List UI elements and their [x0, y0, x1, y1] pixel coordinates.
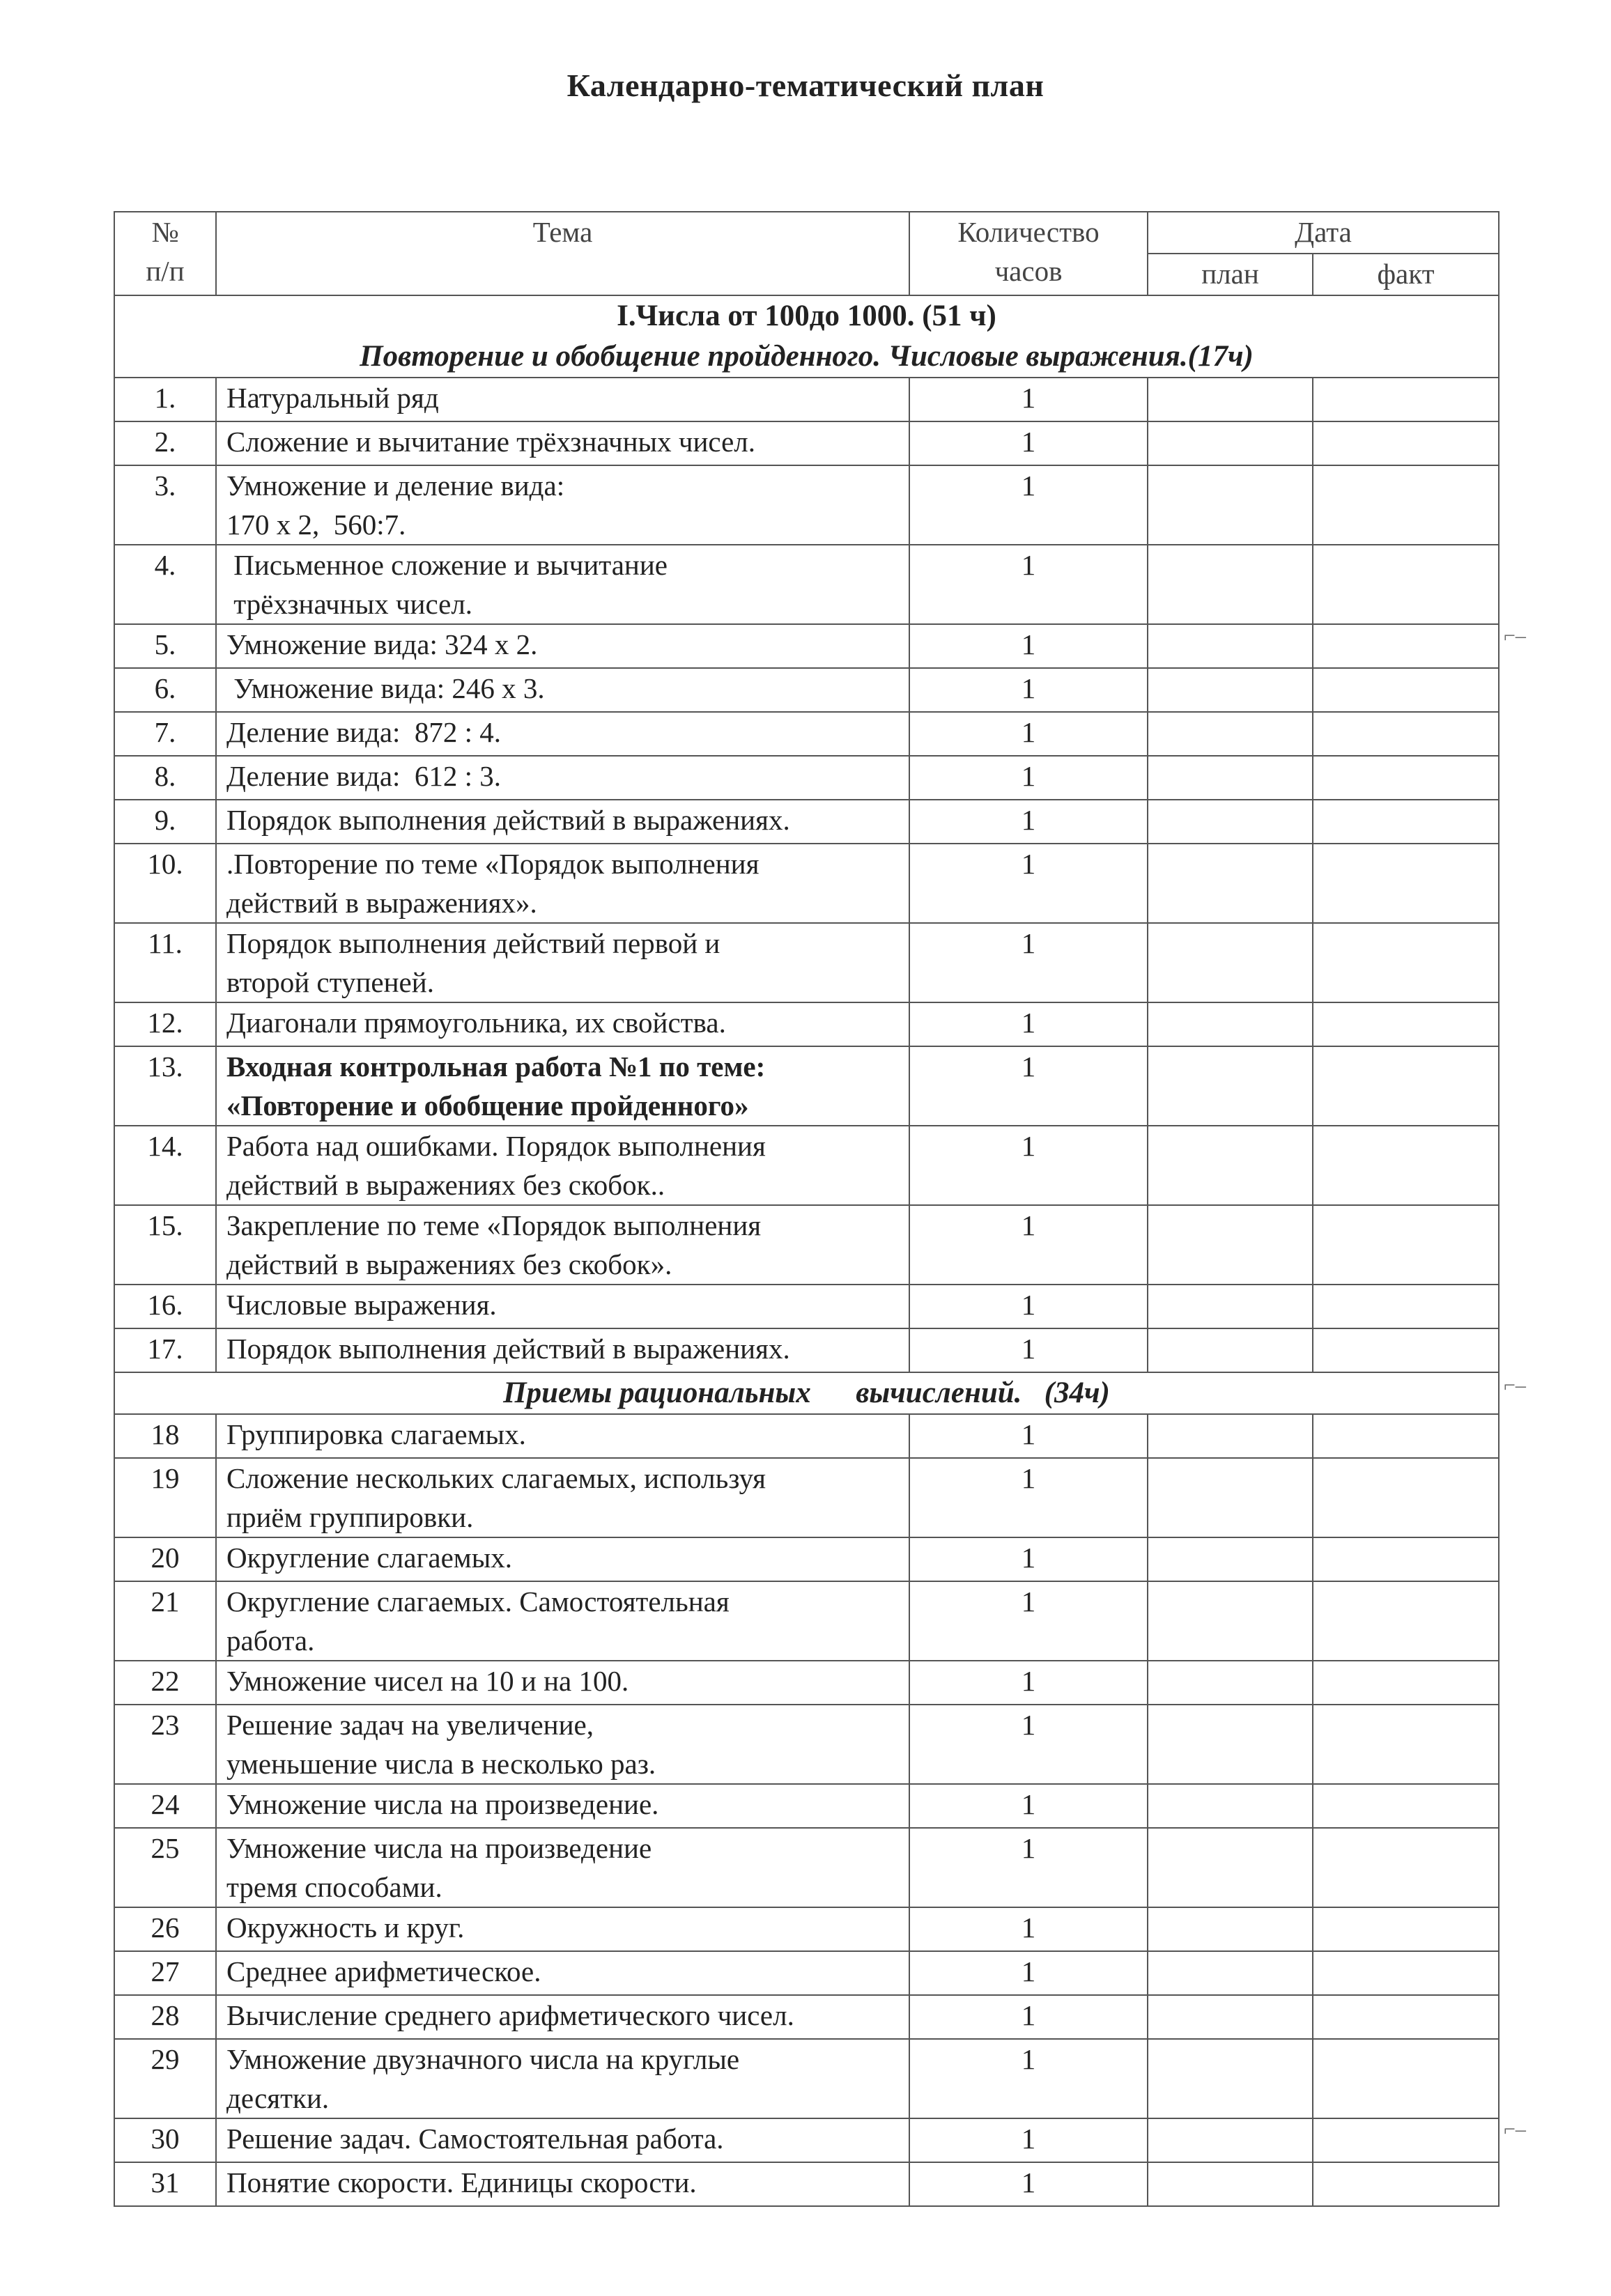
- table-row: [114, 1205, 1499, 1285]
- row-date-fact: [1313, 1285, 1499, 1328]
- row-date-fact: [1313, 844, 1499, 923]
- row-date-plan: [1148, 1995, 1313, 2039]
- row-hours: 1: [909, 712, 1148, 756]
- row-theme-line1: Округление слагаемых.: [226, 1542, 513, 1574]
- header-fact: факт: [1313, 254, 1499, 295]
- row-date-plan: [1148, 1581, 1313, 1661]
- header-hours-line2: часов: [994, 255, 1063, 287]
- row-hours: 1: [909, 545, 1148, 624]
- row-theme: [216, 668, 909, 712]
- row-number: 8.: [114, 756, 216, 800]
- row-theme: [216, 421, 909, 465]
- row-date-fact: [1313, 712, 1499, 756]
- row-date-plan: [1148, 1828, 1313, 1907]
- row-date-fact: [1313, 1537, 1499, 1581]
- row-date-plan: [1148, 1661, 1313, 1705]
- section-1-cell: [114, 295, 1499, 378]
- row-date-fact: [1313, 1458, 1499, 1537]
- row-theme-line1: Окружность и круг.: [226, 1911, 465, 1944]
- row-number: 3.: [114, 465, 216, 545]
- row-theme: [216, 1661, 909, 1705]
- row-hours: 1: [909, 1414, 1148, 1458]
- row-date-fact: [1313, 1951, 1499, 1995]
- table-row: [114, 1828, 1499, 1907]
- table-row: [114, 756, 1499, 800]
- row-hours: 1: [909, 1661, 1148, 1705]
- row-date-plan: [1148, 421, 1313, 465]
- table-row: [114, 2162, 1499, 2206]
- row-hours: 1: [909, 1907, 1148, 1951]
- row-number: 31: [114, 2162, 216, 2206]
- row-date-fact: [1313, 1995, 1499, 2039]
- row-hours: 1: [909, 668, 1148, 712]
- row-theme: [216, 1907, 909, 1951]
- row-date-fact: [1313, 800, 1499, 844]
- header-number: [114, 212, 216, 295]
- row-hours: 1: [909, 421, 1148, 465]
- row-date-plan: [1148, 1002, 1313, 1046]
- row-theme-line1: Среднее арифметическое.: [226, 1955, 541, 1987]
- section-row-2: [114, 1372, 1499, 1414]
- table-row: [114, 1907, 1499, 1951]
- row-number: 16.: [114, 1285, 216, 1328]
- row-theme-line2: уменьшение числа в несколько раз.: [226, 1748, 656, 1780]
- row-theme-line1: Умножение вида: 246 х 3.: [226, 672, 545, 704]
- row-date-plan: [1148, 1458, 1313, 1537]
- row-number: 15.: [114, 1205, 216, 1285]
- row-date-fact: [1313, 1205, 1499, 1285]
- row-theme-line1: Умножение двузначного числа на круглые: [226, 2043, 740, 2075]
- row-theme: [216, 1126, 909, 1205]
- row-theme: [216, 1002, 909, 1046]
- row-hours: 1: [909, 1205, 1148, 1285]
- row-theme-line1: Порядок выполнения действий в выражениях.: [226, 1333, 790, 1365]
- row-date-fact: [1313, 624, 1499, 668]
- header-hours: [909, 212, 1148, 295]
- row-theme: [216, 624, 909, 668]
- row-hours: 1: [909, 1458, 1148, 1537]
- row-theme: [216, 545, 909, 624]
- row-theme: [216, 1414, 909, 1458]
- row-hours: 1: [909, 1705, 1148, 1784]
- row-hours: 1: [909, 1328, 1148, 1372]
- row-number: 28: [114, 1995, 216, 2039]
- row-theme-line1: Работа над ошибками. Порядок выполнения: [226, 1130, 766, 1162]
- table-row: [114, 378, 1499, 421]
- row-date-fact: [1313, 1784, 1499, 1828]
- row-date-fact: [1313, 2162, 1499, 2206]
- row-date-plan: [1148, 1951, 1313, 1995]
- table-row: [114, 1046, 1499, 1126]
- row-theme-line2: второй ступеней.: [226, 966, 434, 998]
- row-number: 2.: [114, 421, 216, 465]
- row-number: 14.: [114, 1126, 216, 1205]
- row-date-fact: [1313, 1828, 1499, 1907]
- row-theme-line1: Письменное сложение и вычитание: [226, 549, 668, 581]
- row-theme-line1: Входная контрольная работа №1 по теме:: [226, 1050, 766, 1083]
- row-theme-line1: Решение задач. Самостоятельная работа.: [226, 2123, 724, 2155]
- row-theme: [216, 1784, 909, 1828]
- table-row: [114, 923, 1499, 1002]
- row-date-fact: [1313, 2118, 1499, 2162]
- row-theme: [216, 465, 909, 545]
- row-date-plan: [1148, 923, 1313, 1002]
- row-date-fact: [1313, 1328, 1499, 1372]
- table-row: [114, 668, 1499, 712]
- row-number: 24: [114, 1784, 216, 1828]
- row-number: 23: [114, 1705, 216, 1784]
- row-number: 5.: [114, 624, 216, 668]
- row-date-plan: [1148, 1126, 1313, 1205]
- section-2-cell: [114, 1372, 1499, 1414]
- header-number-line1: №: [151, 216, 179, 248]
- row-date-plan: [1148, 545, 1313, 624]
- row-number: 26: [114, 1907, 216, 1951]
- row-hours: 1: [909, 1046, 1148, 1126]
- row-date-fact: [1313, 1705, 1499, 1784]
- row-number: 25: [114, 1828, 216, 1907]
- row-hours: 1: [909, 1828, 1148, 1907]
- row-date-fact: [1313, 421, 1499, 465]
- row-hours: 1: [909, 2118, 1148, 2162]
- table-row: [114, 1784, 1499, 1828]
- row-date-fact: [1313, 756, 1499, 800]
- header-plan: план: [1148, 254, 1313, 295]
- section-row-1: [114, 295, 1499, 378]
- row-date-plan: [1148, 378, 1313, 421]
- row-date-plan: [1148, 1205, 1313, 1285]
- row-theme-line1: Сложение нескольких слагаемых, используя: [226, 1462, 766, 1494]
- row-date-plan: [1148, 1705, 1313, 1784]
- row-theme-line2: действий в выражениях».: [226, 887, 537, 919]
- row-date-fact: [1313, 465, 1499, 545]
- row-theme: [216, 2162, 909, 2206]
- row-date-plan: [1148, 800, 1313, 844]
- row-number: 27: [114, 1951, 216, 1995]
- row-theme: [216, 1581, 909, 1661]
- row-date-plan: [1148, 712, 1313, 756]
- table-row: [114, 2039, 1499, 2118]
- row-date-fact: [1313, 1907, 1499, 1951]
- row-date-fact: [1313, 923, 1499, 1002]
- row-hours: 1: [909, 1126, 1148, 1205]
- row-date-plan: [1148, 1414, 1313, 1458]
- row-theme: [216, 844, 909, 923]
- header-theme: Тема: [216, 212, 909, 295]
- row-theme-line1: Порядок выполнения действий в выражениях.: [226, 804, 790, 836]
- row-number: 10.: [114, 844, 216, 923]
- row-hours: 1: [909, 1951, 1148, 1995]
- row-hours: 1: [909, 844, 1148, 923]
- row-theme-line1: Умножение числа на произведение.: [226, 1788, 659, 1820]
- header-hours-line1: Количество: [957, 216, 1100, 248]
- row-hours: 1: [909, 1285, 1148, 1328]
- row-date-plan: [1148, 1907, 1313, 1951]
- section-1-title: I.Числа от 100до 1000. (51 ч): [617, 300, 996, 332]
- row-theme: [216, 923, 909, 1002]
- row-date-fact: [1313, 1414, 1499, 1458]
- row-theme-line2: десятки.: [226, 2082, 330, 2114]
- row-hours: 1: [909, 2039, 1148, 2118]
- header-date: Дата: [1148, 212, 1499, 254]
- row-hours: 1: [909, 1581, 1148, 1661]
- row-theme: [216, 1458, 909, 1537]
- row-theme-line2: работа.: [226, 1624, 315, 1657]
- row-date-fact: [1313, 1126, 1499, 1205]
- row-date-fact: [1313, 668, 1499, 712]
- table-row: [114, 545, 1499, 624]
- row-number: 18: [114, 1414, 216, 1458]
- row-theme-line1: Умножение и деление вида:: [226, 470, 565, 502]
- row-theme-line1: Диагонали прямоугольника, их свойства.: [226, 1007, 726, 1039]
- row-number: 13.: [114, 1046, 216, 1126]
- row-hours: 1: [909, 1784, 1148, 1828]
- page-title: Календарно-тематический план: [566, 68, 1045, 103]
- row-theme-line1: Натуральный ряд: [226, 382, 439, 414]
- row-date-plan: [1148, 2118, 1313, 2162]
- row-theme: [216, 1537, 909, 1581]
- row-theme-line2: действий в выражениях без скобок..: [226, 1169, 665, 1201]
- row-theme: [216, 800, 909, 844]
- table-row: [114, 1995, 1499, 2039]
- row-date-plan: [1148, 1046, 1313, 1126]
- row-theme-line1: Вычисление среднего арифметического чисел.: [226, 1999, 794, 2031]
- row-number: 22: [114, 1661, 216, 1705]
- row-date-fact: [1313, 2039, 1499, 2118]
- table-row: [114, 1002, 1499, 1046]
- row-date-plan: [1148, 756, 1313, 800]
- row-theme-line1: Числовые выражения.: [226, 1289, 497, 1321]
- row-theme: [216, 1705, 909, 1784]
- row-date-fact: [1313, 1661, 1499, 1705]
- row-theme: [216, 2118, 909, 2162]
- row-date-plan: [1148, 1784, 1313, 1828]
- table-row: [114, 421, 1499, 465]
- row-hours: 1: [909, 800, 1148, 844]
- row-number: 21: [114, 1581, 216, 1661]
- row-theme-line1: Умножение вида: 324 х 2.: [226, 628, 538, 660]
- row-theme-line1: .Повторение по теме «Порядок выполнения: [226, 848, 760, 880]
- table-row: [114, 1328, 1499, 1372]
- row-hours: 1: [909, 1002, 1148, 1046]
- row-hours: 1: [909, 1537, 1148, 1581]
- row-theme-line1: Группировка слагаемых.: [226, 1418, 526, 1450]
- row-theme-line2: 170 х 2, 560:7.: [226, 509, 406, 541]
- row-number: 11.: [114, 923, 216, 1002]
- row-date-plan: [1148, 1537, 1313, 1581]
- margin-tick-mark: ⌐–: [1504, 624, 1526, 647]
- row-theme: [216, 1328, 909, 1372]
- row-number: 7.: [114, 712, 216, 756]
- row-theme-line1: Понятие скорости. Единицы скорости.: [226, 2166, 697, 2198]
- row-theme-line1: Сложение и вычитание трёхзначных чисел.: [226, 426, 756, 458]
- table-row: [114, 1661, 1499, 1705]
- row-theme-line2: действий в выражениях без скобок».: [226, 1248, 672, 1280]
- row-date-fact: [1313, 378, 1499, 421]
- row-date-fact: [1313, 1046, 1499, 1126]
- row-theme-line2: приём группировки.: [226, 1501, 474, 1533]
- table-row: [114, 1126, 1499, 1205]
- row-date-plan: [1148, 668, 1313, 712]
- calendar-plan-table: [114, 211, 1500, 2207]
- row-hours: 1: [909, 2162, 1148, 2206]
- table-body: [114, 295, 1499, 2206]
- row-theme: [216, 1828, 909, 1907]
- row-number: 20: [114, 1537, 216, 1581]
- row-date-plan: [1148, 1328, 1313, 1372]
- row-date-plan: [1148, 2162, 1313, 2206]
- section-1-subtitle: Повторение и обобщение пройденного. Числовые выражения.(17ч): [360, 340, 1254, 373]
- row-number: 17.: [114, 1328, 216, 1372]
- row-theme-line1: Деление вида: 872 : 4.: [226, 716, 502, 748]
- table-row: [114, 800, 1499, 844]
- row-theme: [216, 378, 909, 421]
- row-date-plan: [1148, 1285, 1313, 1328]
- row-hours: 1: [909, 465, 1148, 545]
- row-hours: 1: [909, 756, 1148, 800]
- table-row: [114, 465, 1499, 545]
- table-row: [114, 1414, 1499, 1458]
- row-theme-line1: Умножение числа на произведение: [226, 1832, 652, 1864]
- row-theme: [216, 1205, 909, 1285]
- row-theme-line1: Закрепление по теме «Порядок выполнения: [226, 1209, 762, 1241]
- table-row: [114, 1285, 1499, 1328]
- row-theme: [216, 1046, 909, 1126]
- row-theme-line1: Деление вида: 612 : 3.: [226, 760, 502, 792]
- row-date-fact: [1313, 1002, 1499, 1046]
- table-row: [114, 1458, 1499, 1537]
- row-theme-line2: «Повторение и обобщение пройденного»: [226, 1089, 749, 1122]
- row-number: 30: [114, 2118, 216, 2162]
- row-theme-line1: Умножение чисел на 10 и на 100.: [226, 1665, 629, 1697]
- row-date-fact: [1313, 545, 1499, 624]
- row-theme-line2: трёхзначных чисел.: [226, 588, 473, 620]
- row-number: 29: [114, 2039, 216, 2118]
- row-theme: [216, 2039, 909, 2118]
- row-theme-line1: Порядок выполнения действий первой и: [226, 927, 720, 959]
- table-row: [114, 624, 1499, 668]
- table-row: [114, 844, 1499, 923]
- row-number: 1.: [114, 378, 216, 421]
- margin-tick-mark: ⌐–: [1504, 2118, 1526, 2141]
- table-row: [114, 1705, 1499, 1784]
- row-theme: [216, 712, 909, 756]
- row-number: 9.: [114, 800, 216, 844]
- row-hours: 1: [909, 1995, 1148, 2039]
- table-row: [114, 1951, 1499, 1995]
- row-theme-line1: Решение задач на увеличение,: [226, 1709, 594, 1741]
- row-date-plan: [1148, 465, 1313, 545]
- table-row: [114, 1537, 1499, 1581]
- row-number: 6.: [114, 668, 216, 712]
- section-2-title: Приемы рациональных вычислений. (34ч): [503, 1376, 1110, 1409]
- row-theme: [216, 1951, 909, 1995]
- table-row: [114, 1581, 1499, 1661]
- row-hours: 1: [909, 378, 1148, 421]
- row-hours: 1: [909, 624, 1148, 668]
- row-theme-line2: тремя способами.: [226, 1871, 442, 1903]
- table-row: [114, 712, 1499, 756]
- row-number: 12.: [114, 1002, 216, 1046]
- row-date-fact: [1313, 1581, 1499, 1661]
- header-number-line2: п/п: [146, 255, 185, 287]
- row-theme: [216, 1995, 909, 2039]
- row-date-plan: [1148, 844, 1313, 923]
- row-date-plan: [1148, 624, 1313, 668]
- row-number: 19: [114, 1458, 216, 1537]
- row-number: 4.: [114, 545, 216, 624]
- row-date-plan: [1148, 2039, 1313, 2118]
- margin-tick-mark: ⌐–: [1504, 1374, 1526, 1397]
- table-row: [114, 2118, 1499, 2162]
- row-theme: [216, 756, 909, 800]
- row-hours: 1: [909, 923, 1148, 1002]
- row-theme-line1: Округление слагаемых. Самостоятельная: [226, 1585, 730, 1618]
- row-theme: [216, 1285, 909, 1328]
